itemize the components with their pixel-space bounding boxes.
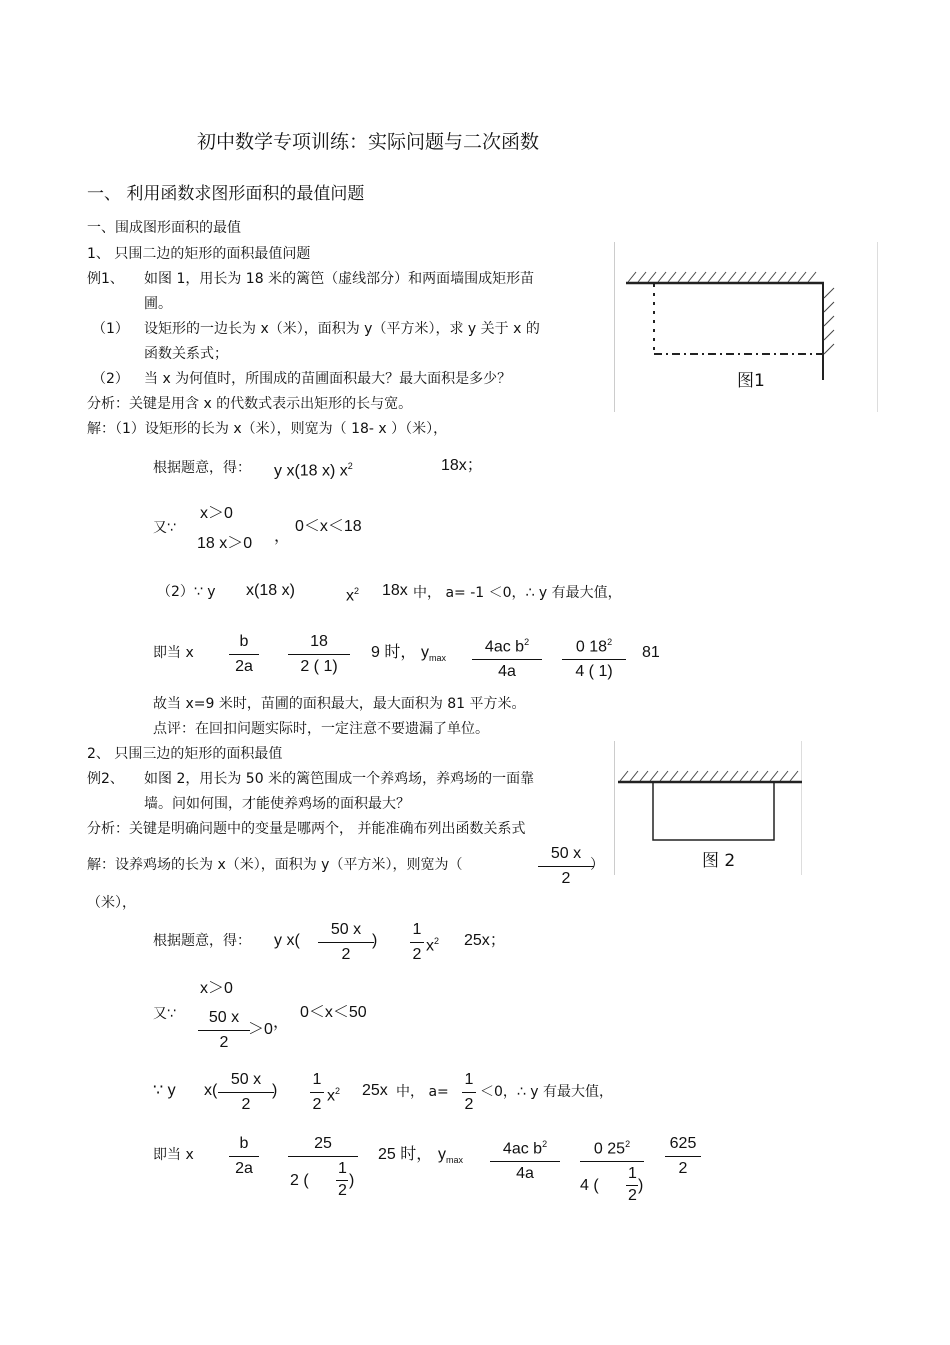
- den-prefix: 2 (: [290, 1172, 309, 1189]
- den-inner-num: 1: [628, 1165, 637, 1183]
- question1-label: （1）: [92, 321, 129, 337]
- denominator: 2: [464, 1096, 474, 1113]
- numerator: 625: [669, 1135, 697, 1152]
- analysis1: 分析：关键是用含 x 的代数式表示出矩形的长与宽。: [87, 396, 413, 412]
- solution2: 解：设养鸡场的长为 x（米），面积为 y（平方米），则宽为（: [87, 857, 463, 873]
- since2-25x: 25x: [362, 1082, 388, 1099]
- example1-line1: 如图 1，用长为 18 米的篱笆（虚线部分）和两面墙围成矩形苗: [144, 271, 535, 287]
- denominator: 4a: [498, 663, 516, 681]
- part2-prefix: （2）∵ y: [157, 584, 216, 600]
- den-inner-den: 2: [628, 1187, 637, 1205]
- eq2-x: x: [426, 937, 434, 955]
- figure-2-label: 图 2: [702, 851, 736, 871]
- denominator: 2: [341, 946, 351, 963]
- fraction-0-18sq: [562, 632, 626, 682]
- numerator: [562, 632, 626, 657]
- eq2-close: ): [372, 932, 378, 949]
- numerator: 50 x: [550, 845, 582, 862]
- since2-prefix: ∵ y: [153, 1082, 176, 1099]
- vertex2-prefix: 即当 x: [153, 1147, 194, 1163]
- section-heading: 一、 利用函数求图形面积的最值问题: [87, 184, 365, 204]
- fraction2-b-over-2a: [229, 1134, 259, 1179]
- part2-18x: 18x: [382, 582, 408, 599]
- eq2-tail: 25x；: [464, 932, 506, 949]
- fraction-b-over-2a: [229, 632, 259, 677]
- ymax2-y: y: [438, 1146, 446, 1163]
- page-title: 初中数学专项训练：实际问题与二次函数: [197, 131, 540, 153]
- numerator: 25: [314, 1135, 332, 1152]
- num-text: 4ac b: [502, 1140, 543, 1158]
- question1-line2: 函数关系式；: [144, 346, 228, 362]
- numerator: [472, 632, 542, 657]
- ymax-y: y: [421, 644, 429, 661]
- eq1-body: y x(18 x) x: [274, 462, 348, 480]
- den-inner-num: 1: [338, 1160, 347, 1177]
- example2-line2: 墙。问如何围，才能使养鸡场的面积最大？: [144, 796, 410, 812]
- since2-fraction: [218, 1070, 274, 1115]
- part2-x2: [346, 582, 359, 605]
- problem2-heading: 2、 只围三边的矩形的面积最值: [87, 746, 283, 762]
- since2-xvar: x: [327, 1087, 335, 1105]
- comment1: 点评：在回扣问题实际时，一定注意不要遗漏了单位。: [153, 721, 489, 737]
- vertex1-prefix: 即当 x: [153, 645, 194, 661]
- cond2-range: 0＜x＜50: [300, 1004, 367, 1021]
- part2-tail: 中， a= -1 ＜0，∴ y 有最大值，: [413, 585, 622, 601]
- vertex1-value: 9 时，: [371, 644, 417, 661]
- denominator: 4a: [516, 1165, 534, 1183]
- since2-tail: ＜0，∴ y 有最大值，: [480, 1084, 613, 1100]
- numerator: 18: [310, 633, 328, 650]
- ymax-subscript: max: [429, 653, 447, 664]
- num-exp: 2: [607, 637, 613, 647]
- den-close: ): [349, 1172, 355, 1189]
- denominator: 2: [219, 1034, 229, 1051]
- since2-mid: 中， a=: [396, 1084, 449, 1100]
- denominator: 2: [412, 946, 422, 963]
- example2-label: 例2、: [87, 771, 124, 787]
- denominator: 2a: [235, 658, 253, 675]
- eq1-exponent: 2: [347, 461, 353, 471]
- question2-line: 当 x 为何值时，所围成的苗圃面积最大？最大面积是多少？: [144, 371, 512, 387]
- eq2-y: y x(: [274, 932, 300, 949]
- numerator: [490, 1134, 560, 1159]
- denominator: 4 ( 1): [575, 663, 613, 681]
- numerator: 1: [312, 1071, 322, 1088]
- fraction-50-x-over-2: [318, 920, 374, 965]
- since2-half: [310, 1070, 324, 1115]
- cond2-a: x＞0: [200, 980, 233, 997]
- eq2-x2: [426, 932, 439, 955]
- numerator: 1: [412, 921, 422, 938]
- denominator: 2: [678, 1160, 688, 1177]
- denominator: 2 ( 1): [300, 658, 338, 675]
- cond2-fraction: [198, 1008, 250, 1053]
- since2-a-fraction: [462, 1070, 476, 1115]
- fraction2-vertex-formula: [490, 1134, 560, 1184]
- result-81: 81: [642, 644, 660, 661]
- question1-line1: 设矩形的一边长为 x（米），面积为 y（平方米），求 y 关于 x 的: [144, 321, 540, 337]
- vertex2-value: 25 时，: [378, 1146, 433, 1163]
- cond1-comma: ，: [274, 528, 291, 545]
- num-exp: 2: [625, 1139, 631, 1149]
- fraction-18-over-2neg1: [288, 632, 350, 677]
- fraction-0-25sq: [580, 1134, 644, 1208]
- fraction-625-over-2: [665, 1134, 701, 1179]
- cond2-gt: ＞0: [248, 1021, 273, 1038]
- since2-exp: 2: [335, 1086, 341, 1096]
- numerator: b: [239, 1135, 249, 1152]
- num-exp: 2: [542, 1139, 548, 1149]
- eq2-prefix: 根据题意，得：: [153, 933, 251, 949]
- fraction-25-over-2half: [288, 1134, 358, 1203]
- fraction-half: [410, 920, 424, 965]
- den-inner-den: 2: [338, 1182, 347, 1199]
- num-text: 0 25: [593, 1140, 626, 1158]
- cond2-comma: ，: [273, 1014, 290, 1031]
- eq1-prefix: 根据题意，得：: [153, 460, 251, 476]
- solution2-close: ）: [590, 857, 604, 873]
- denominator: 2: [312, 1096, 322, 1113]
- eq2-exp: 2: [434, 936, 440, 946]
- num-text: 4ac b: [484, 638, 525, 656]
- fraction-width: [538, 844, 594, 889]
- eq1-expression: [274, 457, 353, 480]
- part2-exponent: 2: [354, 586, 360, 596]
- den-close: ): [638, 1177, 644, 1195]
- part2-x: x: [346, 587, 354, 605]
- fraction-vertex-formula: [472, 632, 542, 682]
- ymax1: [421, 644, 446, 667]
- eq1-tail: 18x；: [441, 457, 483, 474]
- num-exp: 2: [524, 637, 530, 647]
- denominator: 2: [241, 1096, 251, 1113]
- question2-label: （2）: [92, 371, 129, 387]
- conclusion1: 故当 x=9 米时，苗圃的面积最大，最大面积为 81 平方米。: [153, 696, 526, 712]
- part2-eq: x(18 x): [246, 582, 295, 599]
- solution2-unit: （米），: [87, 895, 136, 911]
- cond1-prefix: 又∵: [153, 520, 176, 536]
- cond1-b: 18 x＞0: [197, 535, 253, 552]
- ymax2-subscript: max: [446, 1155, 464, 1166]
- example2-line1: 如图 2，用长为 50 米的篱笆围成一个养鸡场，养鸡场的一面靠: [144, 771, 535, 787]
- denominator: 2a: [235, 1160, 253, 1177]
- analysis2: 分析：关键是明确问题中的变量是哪两个， 并能准确布列出函数关系式: [87, 821, 526, 837]
- ymax2: [438, 1146, 463, 1169]
- num-text: 0 18: [575, 638, 608, 656]
- cond1-a: x＞0: [200, 505, 233, 522]
- numerator: 50 x: [208, 1009, 240, 1026]
- problem1-heading: 1、 只围二边的矩形的面积最值问题: [87, 246, 311, 262]
- numerator: b: [239, 633, 249, 650]
- since2-close: ): [272, 1082, 278, 1099]
- numerator: 50 x: [330, 921, 362, 938]
- denominator: [288, 1159, 358, 1203]
- example1-line2: 圃。: [144, 296, 172, 312]
- numerator: [580, 1134, 644, 1159]
- den-prefix: 4 (: [580, 1177, 599, 1195]
- since2-x: x(: [204, 1082, 218, 1099]
- denominator: [580, 1164, 644, 1208]
- since2-x2: [327, 1082, 340, 1105]
- numerator: 1: [464, 1071, 474, 1088]
- figure-1-label: 图1: [737, 371, 765, 391]
- example1-label: 例1、: [87, 271, 124, 287]
- numerator: 50 x: [230, 1071, 262, 1088]
- cond1-range: 0＜x＜18: [295, 518, 362, 535]
- cond2-prefix: 又∵: [153, 1006, 176, 1022]
- subsection-heading: 一、围成图形面积的最值: [87, 220, 241, 236]
- solution1: 解：（1）设矩形的长为 x（米），则宽为（ 18- x ）（米），: [87, 421, 448, 437]
- denominator: 2: [561, 870, 571, 887]
